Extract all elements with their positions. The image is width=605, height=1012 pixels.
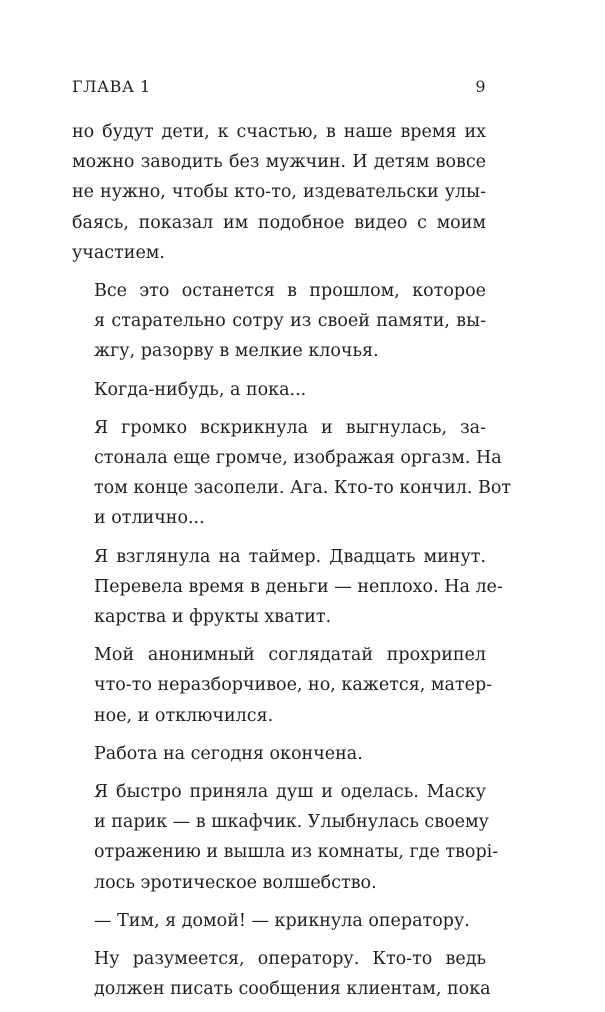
text-line: баясь, показал им подобное видео с моим [72,212,486,233]
text-line: стонала еще громче, изображая оргазм. На [94,448,502,469]
paragraph [72,640,493,731]
text-line: отражению и вышла из комнаты, где творі- [94,842,499,863]
paragraph [72,542,503,633]
chapter-title: ГЛАВА 1 [72,77,151,96]
paragraph [72,276,486,367]
text-line: Работа на сегодня окончена. [94,743,363,764]
paragraph [72,739,486,769]
text-line: но будут дети, к счастью, в наше время их [72,122,486,142]
text-line: и отлично... [94,508,205,529]
text-line: Я взглянула на таймер. Двадцать минут. [94,546,486,567]
paragraph [72,944,491,1004]
page-number: 9 [475,77,486,96]
text-line: должен писать сообщения клиентам, пока [94,979,491,1000]
paragraph [72,777,499,898]
text-line: я старательно сотру из своей памяти, вы- [94,311,486,332]
text-line: участием. [72,242,165,263]
text-line: карства и фрукты хватит. [94,607,332,628]
paragraph [72,117,486,268]
text-line: Я громко вскрикнула и выгнулась, за- [94,417,486,438]
text-line: том конце засопели. Ага. Кто-то кончил. Вот [94,478,512,499]
paragraph [72,375,486,405]
text-line: жгу, разорву в мелкие клочья. [94,341,379,362]
text-line: можно заводить без мужчин. И детям вовсе [72,152,486,173]
running-head [72,76,486,98]
text-line: что-то неразборчивое, но, кажется, матер- [94,675,493,696]
text-line: Все это останется в прошлом, которое [94,281,486,302]
text-line: Когда-нибудь, а пока... [94,379,307,400]
text-line: и парик — в шкафчик. Улыбнулась своему [94,812,489,833]
text-line: не нужно, чтобы кто-то, издевательски улы- [72,182,486,203]
text-line: — Тим, я домой! — крикнула оператору. [94,910,470,931]
paragraph [72,413,512,534]
text-line: Ну разумеется, оператору. Кто-то ведь [94,949,486,970]
text-line: ное, и отключился. [94,705,274,726]
body-text [72,117,512,1012]
paragraph [72,906,486,936]
text-line: Я быстро приняла душ и оделась. Маску [94,782,486,803]
text-line: Мой анонимный соглядатай прохрипел [94,645,486,666]
text-line: лось эротическое волшебство. [94,872,377,893]
text-line: Перевела время в деньги — неплохо. На ле- [94,576,503,597]
